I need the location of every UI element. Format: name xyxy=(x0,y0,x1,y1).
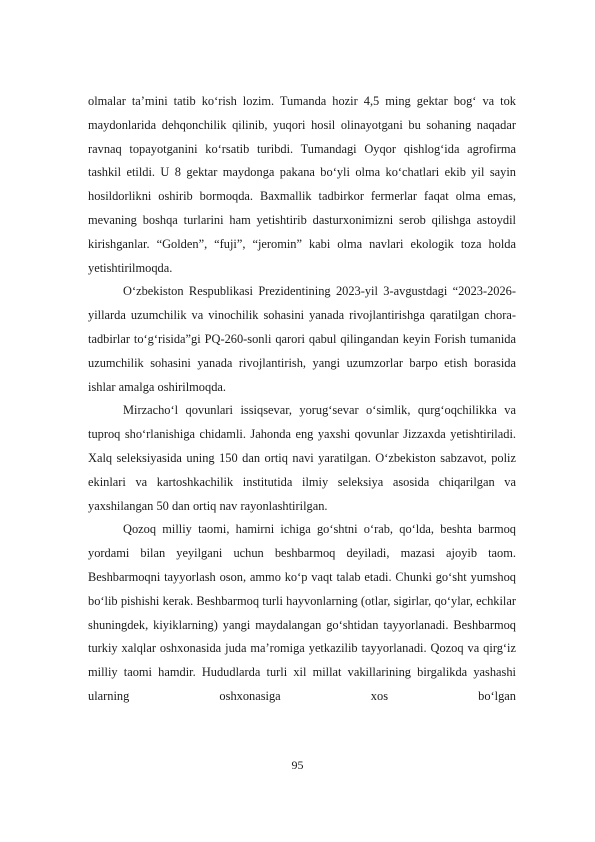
body-text xyxy=(88,90,516,709)
paragraph-qovunlar: Mirzachoʻl qovunlari issiqsevar, yorugʻsevar oʻsimlik, qurgʻoqchilikka va tuproq shoʻrlanishiga chidamli. Jahonda eng yaxshi qovunlar Jizzaxda yetishtiriladi. Xalq seleksiyasida uning 150 dan ortiq navi yaratilgan. Oʻzbekiston sabzavot, poliz ekinlari va kartoshkachilik institutida ilmiy seleksiya asosida chiqarilgan va yaxshilangan 50 dan ortiq nav rayonlashtirilgan. xyxy=(88,403,516,513)
paragraph-uzumchilik: Oʻzbekiston Respublikasi Prezidentining 2023-yil 3-avgustdagi “2023-2026-yillarda uzumchilik va vinochilik sohasini yanada rivojlantirishga qaratilgan chora-tadbirlar toʻgʻrisida”gi PQ-260-sonli qarori qabul qilingandan keyin Forish tumanida uzumchilik sohasini yanada rivojlantirish, yangi uzumzorlar barpo etish borasida ishlar amalga oshirilmoqda. xyxy=(88,284,516,394)
paragraph-beshbarmoq: Qozoq milliy taomi, hamirni ichiga goʻshtni oʻrab, qoʻlda, beshta barmoq yordami bilan yeyilgani uchun beshbarmoq deyiladi, mazasi ajoyib taom. Beshbarmoqni tayyorlash oson, ammo koʻp vaqt talab etadi. Chunki goʻsht yumshoq boʻlib pishishi kerak. Beshbarmoq turli hayvonlarning (otlar, sigirlar, qoʻylar, echkilar shuningdek, kiyiklarning) yangi maydalangan goʻshtidan tayyorlanadi. Beshbarmoq turkiy xalqlar oshxonasida juda maʼromiga yetkazilib tayyorlanadi. Qozoq va qirgʻiz milliy taomi hamdir. Hududlarda turli xil millat vakillarining birgalikda yashashi ularning oshxonasiga xos boʻlgan xyxy=(88,522,516,703)
page-number: 95 xyxy=(291,758,304,772)
paragraph-olma: olmalar taʼmini tatib koʻrish lozim. Tumanda hozir 4,5 ming gektar bogʻ va tok maydonlarida dehqonchilik qilinib, yuqori hosil olinayotgani bu sohaning naqadar ravnaq topayotganini koʻrsatib turibdi. Tumandagi Oyqor qishlogʻida agrofirma tashkil etildi. U 8 gektar maydonga pakana boʻyli olma koʻchatlari ekib yil sayin hosildorlikni oshirib bormoqda. Baxmallik tadbirkor fermerlar faqat olma emas, mevaning boshqa turlarini ham yetishtirib dasturxonimizni serob qilishga astoydil kirishganlar. “Golden”, “fuji”, “jeromin” kabi olma navlari ekologik toza holda yetishtirilmoqda. xyxy=(88,94,516,275)
